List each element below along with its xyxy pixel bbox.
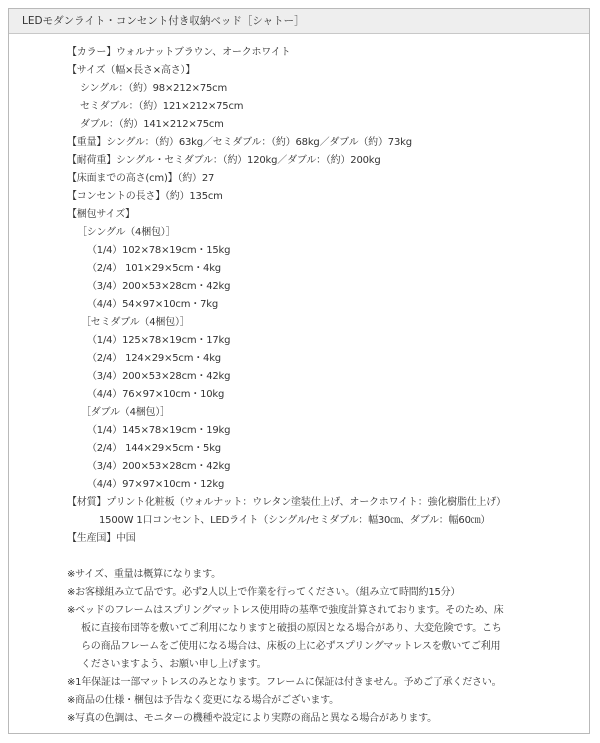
- spec-origin: 【生産国】中国: [67, 533, 136, 544]
- note-color-tone: ※写真の色調は、モニターの機種や設定により実際の商品と異なる場合があります。: [67, 713, 437, 724]
- package-group-semidouble: ［セミダブル（4梱包）］: [81, 317, 190, 328]
- note-frame-warning-cont: らの商品フレームをご使用になる場合は、床板の上に必ずスプリングマットレスを敷いてご利用: [81, 641, 501, 652]
- note-spec-change: ※商品の仕様・梱包は予告なく変更になる場合がございます。: [67, 695, 339, 706]
- spec-color: 【カラー】ウォルナットブラウン、オークホワイト: [67, 47, 291, 58]
- package-item: （3/4）200×53×28cm・42kg: [87, 281, 231, 292]
- note-approx: ※サイズ、重量は概算になります。: [67, 569, 221, 580]
- spec-weight: 【重量】シングル：（約）63kg／セミダブル：（約）68kg／ダブル（約）73kg: [67, 137, 412, 148]
- note-assembly: ※お客様組み立て品です。必ず2人以上で作業を行ってください。（組み立て時間約15分）: [67, 587, 461, 598]
- package-item: （2/4） 124×29×5cm・4kg: [87, 353, 221, 364]
- note-warranty: ※1年保証は一部マットレスのみとなります。フレームに保証は付きません。予めご了承ください。: [67, 677, 502, 688]
- package-item: （1/4）125×78×19cm・17kg: [87, 335, 231, 346]
- note-frame-warning-cont: 板に直接布団等を敷いてご利用になりますと破損の原因となる場合があり、大変危険です。こち: [81, 623, 502, 634]
- package-item: （3/4）200×53×28cm・42kg: [87, 371, 231, 382]
- spec-content: [9, 34, 589, 728]
- spec-material: 【材質】プリント化粧板（ウォルナット：ウレタン塗装仕上げ、オークホワイト：強化樹脂仕上げ）: [67, 497, 506, 508]
- note-frame-warning: ※ベッドのフレームはスプリングマットレス使用時の基準で強度計算されております。そのため、床: [67, 605, 504, 616]
- spec-size-semidouble: セミダブル：（約）121×212×75cm: [80, 101, 244, 112]
- spec-material-detail: 1500W 1口コンセント、LEDライト（シングル/セミダブル：幅30㎝、ダブル：幅60㎝）: [99, 515, 491, 526]
- spec-panel: [8, 8, 590, 734]
- package-item: （4/4）97×97×10cm・12kg: [87, 479, 225, 490]
- package-item: （4/4）76×97×10cm・10kg: [87, 389, 225, 400]
- spec-load-capacity: 【耐荷重】シングル・セミダブル：（約）120kg／ダブル：（約）200kg: [67, 155, 381, 166]
- spec-package-heading: 【梱包サイズ】: [67, 209, 135, 220]
- package-group-double: ［ダブル（4梱包）］: [81, 407, 170, 418]
- package-item: （3/4）200×53×28cm・42kg: [87, 461, 231, 472]
- package-item: （1/4）145×78×19cm・19kg: [87, 425, 231, 436]
- package-group-single: ［シングル（4梱包）］: [77, 227, 176, 238]
- package-item: （2/4） 101×29×5cm・4kg: [87, 263, 221, 274]
- note-frame-warning-cont: くださいますよう、お願い申し上げます。: [81, 659, 267, 670]
- package-item: （2/4） 144×29×5cm・5kg: [87, 443, 221, 454]
- spec-floor-height: 【床面までの高さ(cm)】（約）27: [67, 173, 215, 184]
- spec-size-single: シングル：（約）98×212×75cm: [80, 83, 227, 94]
- spacer: [67, 548, 589, 566]
- package-item: （1/4）102×78×19cm・15kg: [87, 245, 231, 256]
- panel-title: LEDモダンライト・コンセント付き収納ベッド［シャトー］: [9, 9, 589, 34]
- package-item: （4/4）54×97×10cm・7kg: [87, 299, 218, 310]
- spec-outlet-cord: 【コンセントの長さ】（約）135cm: [67, 191, 223, 202]
- spec-size-double: ダブル：（約）141×212×75cm: [80, 119, 224, 130]
- spec-size-heading: 【サイズ（幅×長さ×高さ）】: [67, 65, 196, 76]
